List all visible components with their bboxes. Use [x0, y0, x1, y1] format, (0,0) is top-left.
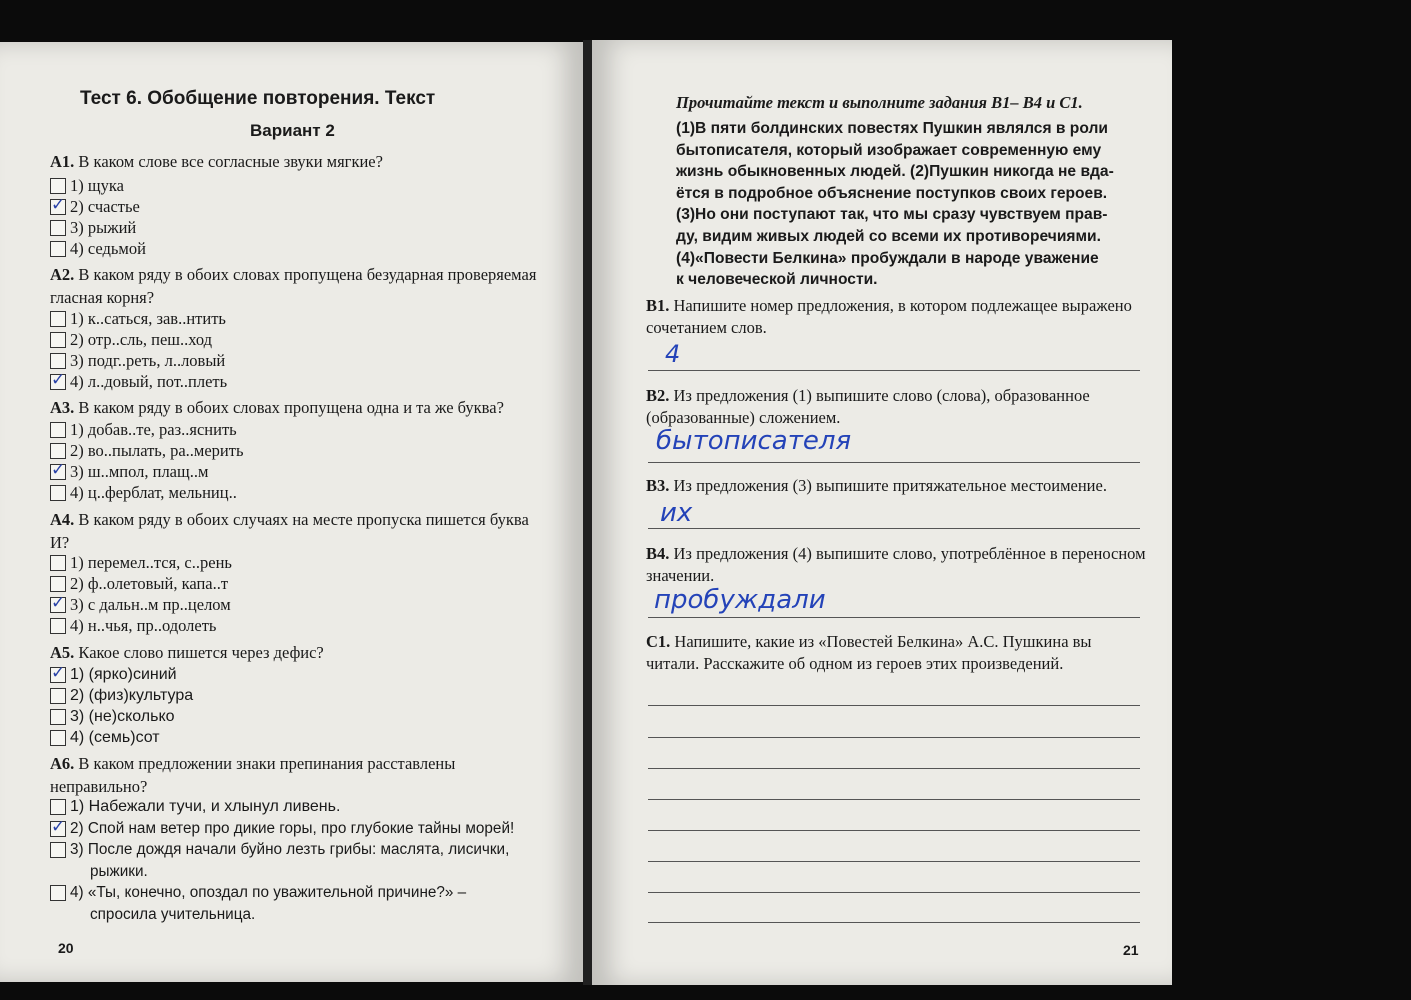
option-a1-2[interactable]: ✓ 2) счастье [50, 196, 140, 217]
page-number-left: 20 [58, 940, 74, 956]
answer-b2[interactable]: бытописателя [656, 426, 852, 456]
answer-line [648, 617, 1140, 618]
checkbox[interactable] [50, 576, 66, 592]
option-a1-3[interactable]: 3) рыжий [50, 217, 136, 238]
checkbox[interactable] [50, 353, 66, 369]
checkbox[interactable] [50, 885, 66, 901]
checkbox[interactable] [50, 485, 66, 501]
checkbox[interactable] [50, 709, 66, 725]
option-a4-1[interactable]: 1) перемел..тся, с..рень [50, 552, 232, 573]
option-a2-2[interactable]: 2) отр..сль, пеш..ход [50, 329, 212, 350]
task-b3: В3. Из предложения (3) выпишите притяжательное местоимение. [646, 476, 1107, 495]
answer-line [648, 922, 1140, 923]
answer-line [648, 528, 1140, 529]
option-a3-3[interactable]: ✓ 3) ш..мпол, плащ..м [50, 461, 208, 482]
checkbox-checked[interactable] [50, 821, 66, 837]
answer-line [648, 830, 1140, 831]
option-a4-2[interactable]: 2) ф..олетовый, капа..т [50, 573, 228, 594]
option-a3-4[interactable]: 4) ц..ферблат, мельниц.. [50, 482, 237, 503]
checkbox[interactable] [50, 241, 66, 257]
checkbox[interactable] [50, 730, 66, 746]
option-a1-4[interactable]: 4) седьмой [50, 238, 146, 259]
option-a2-4[interactable]: ✓ 4) л..довый, пот..плеть [50, 371, 227, 392]
option-a5-1[interactable]: ✓ 1) (ярко)синий [50, 664, 177, 685]
checkbox-checked[interactable] [50, 374, 66, 390]
checkbox[interactable] [50, 422, 66, 438]
checkbox[interactable] [50, 311, 66, 327]
variant-label: Вариант 2 [250, 121, 335, 140]
option-a6-1[interactable]: 1) Набежали тучи, и хлынул ливень. [50, 796, 340, 817]
option-a5-2[interactable]: 2) (физ)культура [50, 685, 193, 706]
checkbox[interactable] [50, 842, 66, 858]
reading-text: (1)В пяти болдинских повестях Пушкин являлся в роли бытописателя, который изображает современную ему жизнь обыкновенных людей. (2)Пушкин никогда не вда- ётся в подробное объяснение поступков своих героев. (3)Но они поступают так, что мы сразу чувствуем прав- ду, видим живых людей со всеми их противоречиями. (4)«Повести Белкина» пробуждали в народе уважение к человеческой личности. [676, 120, 1114, 289]
task-b4: В4. Из предложения (4) выпишите слово, употреблённое в переносном значении. [646, 544, 1146, 585]
answer-line [648, 737, 1140, 738]
option-a6-3[interactable]: 3) После дождя начали буйно лезть грибы: маслята, лисички, рыжики. [50, 839, 509, 883]
answer-line [648, 705, 1140, 706]
checkbox[interactable] [50, 178, 66, 194]
answer-line [648, 799, 1140, 800]
checkbox[interactable] [50, 688, 66, 704]
task-c1: С1. Напишите, какие из «Повестей Белкина» А.С. Пушкина вы читали. Расскажите об одном из героев этих произведений. [646, 632, 1092, 673]
checkbox-checked[interactable] [50, 597, 66, 613]
option-a2-1[interactable]: 1) к..саться, зав..нтить [50, 308, 226, 329]
option-a1-1[interactable]: 1) щука [50, 175, 124, 196]
page-number-right: 21 [1123, 942, 1139, 958]
answer-line [648, 462, 1140, 463]
question-a4: А4. В каком ряду в обоих случаях на месте пропуска пишется буква И? [50, 510, 529, 552]
question-a5: А5. Какое слово пишется через дефис? [50, 643, 324, 662]
task-b1: В1. Напишите номер предложения, в котором подлежащее выражено сочетанием слов. [646, 296, 1132, 337]
book-spine [583, 40, 592, 985]
answer-b1[interactable]: 4 [665, 340, 681, 368]
checkbox-checked[interactable] [50, 667, 66, 683]
option-a4-3[interactable]: ✓ 3) с дальн..м пр..целом [50, 594, 231, 615]
option-a5-3[interactable]: 3) (не)сколько [50, 706, 175, 727]
option-a6-4[interactable]: 4) «Ты, конечно, опоздал по уважительной причине?» – спросила учительница. [50, 882, 466, 926]
checkbox[interactable] [50, 332, 66, 348]
instruction: Прочитайте текст и выполните задания В1– В4 и С1. [676, 93, 1083, 112]
answer-line [648, 768, 1140, 769]
question-a1: А1. В каком слове все согласные звуки мягкие? [50, 152, 383, 171]
option-a3-1[interactable]: 1) добав..те, раз..яснить [50, 419, 237, 440]
checkbox-checked[interactable] [50, 464, 66, 480]
question-a2: А2. В каком ряду в обоих словах пропущена безударная проверяемая гласная корня? [50, 265, 537, 307]
test-title: Тест 6. Обобщение повторения. Текст [80, 88, 436, 109]
checkbox[interactable] [50, 443, 66, 459]
option-a2-3[interactable]: 3) подг..реть, л..ловый [50, 350, 225, 371]
option-a5-4[interactable]: 4) (семь)сот [50, 727, 160, 748]
answer-line [648, 892, 1140, 893]
option-a6-2[interactable]: ✓ 2) Спой нам ветер про дикие горы, про глубокие тайны морей! [50, 818, 514, 839]
checkbox[interactable] [50, 220, 66, 236]
answer-b4[interactable]: пробуждали [654, 585, 826, 615]
checkbox-checked[interactable] [50, 199, 66, 215]
answer-line [648, 861, 1140, 862]
option-a4-4[interactable]: 4) н..чья, пр..одолеть [50, 615, 216, 636]
question-a3: А3. В каком ряду в обоих словах пропущена одна и та же буква? [50, 398, 504, 417]
option-a3-2[interactable]: 2) во..пылать, ра..мерить [50, 440, 243, 461]
question-a6: А6. В каком предложении знаки препинания расставлены неправильно? [50, 754, 456, 796]
checkbox[interactable] [50, 555, 66, 571]
checkbox[interactable] [50, 799, 66, 815]
answer-b3[interactable]: их [660, 498, 693, 528]
answer-line [648, 370, 1140, 371]
task-b2: В2. Из предложения (1) выпишите слово (слова), образованное (образованные) сложением. [646, 386, 1090, 427]
checkbox[interactable] [50, 618, 66, 634]
